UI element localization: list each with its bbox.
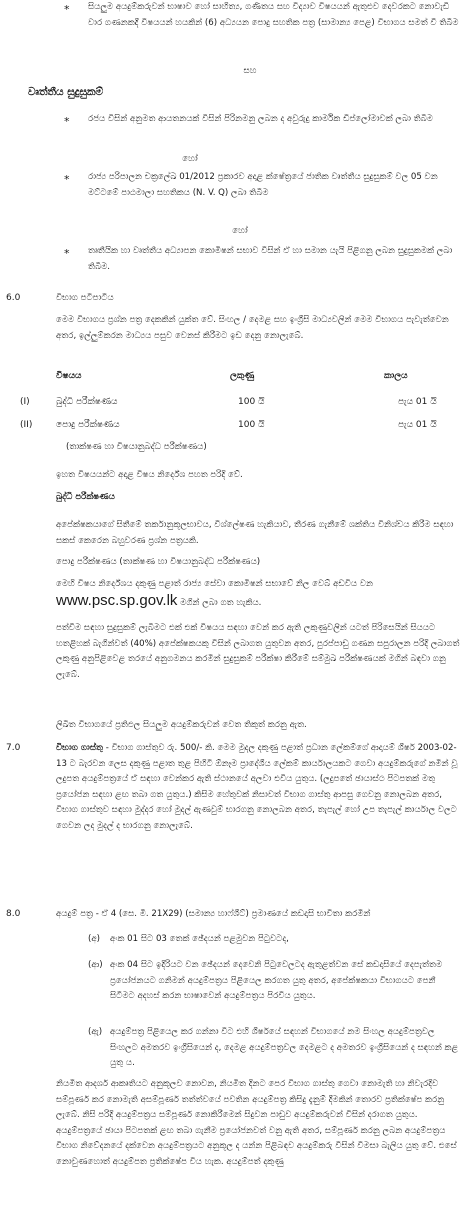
section-7-text: - විභාග ගාස්තුව රු. 500/- කි. මෙම මුදල දකුණු පළාත් ප්‍රධාන ලේකම්ගේ ආදායම් ශීර්ෂ 2003-02-13 ට බැරවන ලෙස දකුණු පළාත තුළ පිහිටි ඕනෑම ප්‍රාදේශීය ලේකම් කාර්යාලයකට ගෙවා අයදුම්කරුගේ නමින් වූ ලදුපත අයදුම්පත්‍රයේ ඒ සඳහා වෙන්කර ඇති ස්ථානයේ අලවා එවිය යුතුය. (ලදුපතේ ඡායාස්ථ පිටපතක් මතු ප්‍රයෝජන සඳහා ළඟ තබා ගත යුතුය.) කිසිම හේතුවක් නිසාවත් විභාග ගාස්තු ආපසු ගෙවනු නොලබන අතර, විභාග ගාස්තුව සඳහා මුද්දර හෝ මුදල් ඇණවුම් භාරගනු නොලබන අතර, තැපැල් හෝ උප තැපැල් කාර්යාල වලට ගෙවන ලද මුදල් ද භාරගනු නොලැබේ. [56, 743, 458, 831]
section-6-title: විභාග පටිපාටිය [56, 293, 114, 303]
row-number: (II) [20, 420, 33, 430]
item-c-text: අයදුම්පත්‍ර පිළියෙල කර ගන්නා විට එහි ශීර්ෂයේ සඳහන් විභාගයේ නම සිංහල අයදුම්පත්‍රවල සිංහලට අමතරව ඉංග්‍රීසියෙන් ද, දෙමළ අයදුම්පත්‍රවල දෙමළට ද අමතරව ඉංග්‍රීසියෙන් ද සඳහන් කළ යුතු ය. [110, 1027, 459, 1068]
or-connector: හෝ [232, 226, 248, 236]
row-marks: 100 යි [238, 397, 265, 407]
section-6-body: මෙම විභාගය ප්‍රශ්න පත්‍ර දෙකකින් යුක්ත වේ. සිංහල / දෙමළ සහ ඉංග්‍රීසි මාධ්‍යවලින් මෙම විභාගය පැවැත්වෙන අතර, ඉල්ලුම්කරන මාධ්‍යය පසුව වෙනස් කිරීමට ඉඩ දෙනු නොලැබේ. [56, 315, 449, 341]
vocational-item-1: රජය විසින් අනුමත ආයතනයක් විසින් පිරිනමනු ලබන ද අවුරුදු කාර්මික ඩිප්ලෝමාවක් ලබා තිබීම [88, 114, 433, 124]
results-line: ලිඛිත විභාගයේ ප්‍රතිඵල සියලුම අයදුම්කරුවන් වෙත තිකුත් කරනු ඇත. [56, 720, 307, 730]
general-test-heading: පොදු පරීක්ෂණය (තාක්ෂණ හා විෂයානුබද්ධ පරීක්ෂණය) [56, 557, 261, 567]
bullet-marker: * [64, 247, 70, 260]
and-connector: සහ [243, 66, 257, 76]
item-a-text: අංක 01 සිට 03 තෙක් ඡේදයන් පළමුවන පිටුවටද, [110, 934, 289, 944]
general-test-body [56, 577, 462, 611]
general-test-body-pre: මෙහි විෂය නිර්දේශය දකුණු පළාත් රාජ්‍ය සේවා කොමිෂන් සභාවේ නිල වෙබ් අඩවිය වන [56, 579, 374, 589]
iq-test-body: අපේක්ෂකයාගේ සිතීමේ තර්කානුකූලභාවය, විශ්ලේෂණ හැකියාව, තීරණ ගැනීමේ ශක්තිය විනිශ්චය කිරීම සඳහා සකස් කෙරෙන බහුවරණ ප්‍රශ්න පත්‍රයකි. [56, 520, 454, 546]
table-row [20, 418, 450, 436]
pass-criteria-paragraph: පත්වීම සඳහා සුදුසුකම් ලැබීමට එක් එක් විෂයය සඳහා වෙන් කර ඇති ලකුණුවලින් යටත් පිරිසෙයින් සියයට හතළිහක් බැගින්වත් (40%) අපේක්ෂකයකු විසින් ලබාගත යුතුවන අතර, පුරප්පාඩු ගණන සපුරාලන පරිදි ලබාගත් ලකුණු අනුපිළිවෙළ තරයේ අනුගමනය කරමින් සුදුසුකම් පරීක්ෂා කිරීමේ සම්මුඛ පරීක්ෂණයක් මගින් බඳවා ගනු ලැබේ. [56, 623, 460, 680]
section-7-body [56, 741, 462, 834]
section-7-title: විභාග ගාස්තු [56, 743, 104, 753]
row-subject: පොදු පරීක්ෂණය [56, 420, 120, 430]
table-header-time: කාලය [384, 371, 408, 381]
section-7-number: 7.0 [6, 743, 21, 753]
table-note: (තාක්ෂණ හා විෂයානුබද්ධ පරීක්ෂණය) [66, 442, 207, 452]
bullet-marker: * [64, 3, 70, 16]
section-8-intro: අයදුම් පත්‍ර - ඒ 4 (සෙ. මී. 21X29) (සමාන්‍ය හාෆ්ශීට්) ප්‍රමාණයේ කඩදාසි භාවිතා කරමින් [56, 909, 371, 919]
row-subject: බුද්ධි පරීක්ෂණය [56, 397, 118, 407]
section-8-number: 8.0 [6, 909, 21, 919]
item-c-tag: (ඇ) [88, 1027, 103, 1037]
item-b-text: අංක 04 සිට ඉදිරියට වන ඡේදයන් දෙවෙනි පිටුවෙලටද ඇතුළත්වන සේ කඩදාසියේ දෙපැත්තම ප්‍රයෝජනයට ගනිමන් අයදුම්පත්‍රය පිළියෙල කරගත යුතු අතර, අපේක්ෂකයා විභාගයට පෙනී සිටීමට අදහස් කරන භාෂාවෙන් අයදුම්පත්‍රය පිරවිය යුතුය. [110, 960, 443, 1001]
general-test-body-post: මගින් ලබා ගත හැකිය. [180, 597, 262, 608]
row-time: පැය 01 යි [398, 397, 437, 407]
vocational-item-3: තෘතීයික හා වෘත්තීය අධ්‍යාපන කොමිෂන් සභාව විසින් ඒ හා සමාන යැයි පිළිගනු ලබන සුදුසුකමක් ලබා තිබීම. [88, 246, 453, 272]
syllabus-line: ඉහත විෂයයන්ට අදාළ විෂය නිර්දේශ පහත පරිදි වේ. [56, 470, 243, 480]
table-header-marks: ලකුණු [230, 371, 255, 381]
bullet-marker: * [64, 115, 70, 128]
psc-website-link[interactable]: www.psc.sp.gov.lk [56, 591, 178, 609]
exam-table-header [20, 369, 450, 387]
vocational-item-2: රාජ්‍ය පරිපාලන චක්‍රලේඛ 01/2012 ප්‍රකාරව අදාළ ක්ෂේත්‍රයේ ජාතික වෘත්තීය සුදුසුකම් වල 05 වන මට්ටමේ පාඨමාලා සහතිකය (N. V. Q) ලබා තිබීම [88, 172, 438, 198]
table-header-subject: විෂයය [56, 371, 82, 381]
row-marks: 100 යි [238, 420, 265, 430]
row-time: පැය 01 යි [398, 420, 437, 430]
iq-test-heading: බුද්ධි පරීක්ෂණය [56, 492, 115, 502]
vocational-heading: වෘත්තීය සුදුසුකම් [28, 86, 104, 98]
or-connector: හෝ [182, 154, 198, 164]
table-row [20, 395, 450, 413]
row-number: (I) [20, 397, 30, 407]
section-8-closing-paragraph: නියමිත ආදර්ශ ආකෘතියට අනුකූලව නොවන, නියමිත දිනට පෙර විභාග ගාස්තු ගෙවා නොමැති හා නිවැරදිව සම්පූර්ණ කර නොමැති අසම්පූර්ණ තත්ත්වයේ පවතින අයදුම්පත්‍ර කිසිදු දැනුම් දීමකින් තොරව ප්‍රතික්ෂේප කරනු ලැබේ. නිසි පරිදි අයදුම්පත්‍රය සම්පූර්ණ නොකිරීමෙන් සිදුවන පාඩුව අයදුම්කරුවන් විසින් දරාගත යුතුය. අයදුම්පත්‍රයේ ඡායා පිටපතක් ළඟ තබා ගැනීම ප්‍රයෝජනවත් වනු ඇති අතර, සම්පූර්ණ කරනු ලබන අයදුම්පත්‍රය විභාග නිවේදනයේ දක්වෙන අයදුම්පත්‍රයට අනුකූල ද යන්න පිළිබඳව අයදුම්කරු විසින් විමසා බැලිය යුතු වේ. එසේ නොවුණහොත් අයදුම්පත ප්‍රතික්ෂේප විය හැක. අයදුම්පත් දකුණු [56, 1079, 457, 1167]
intro-bullet-text: සියලුම අයදුම්කරුවන් භාෂාව හෝ සාහිත්‍ය, ගණිතය සහ විද්‍යාව විෂයයන් ඇතුළුව දෙවරකට නොවැඩි වාර ගණනකදී විෂයයන් හයකින් (6) අධ්‍යයන පොදු සහතික පත්‍ර (සාමාන්‍ය පෙළ) විභාගය සමත් වී තිබීම [88, 2, 459, 28]
item-b-tag: (ආ) [88, 960, 103, 970]
item-a-tag: (අ) [88, 934, 100, 944]
section-6-number: 6.0 [6, 293, 21, 303]
bullet-marker: * [64, 173, 70, 186]
